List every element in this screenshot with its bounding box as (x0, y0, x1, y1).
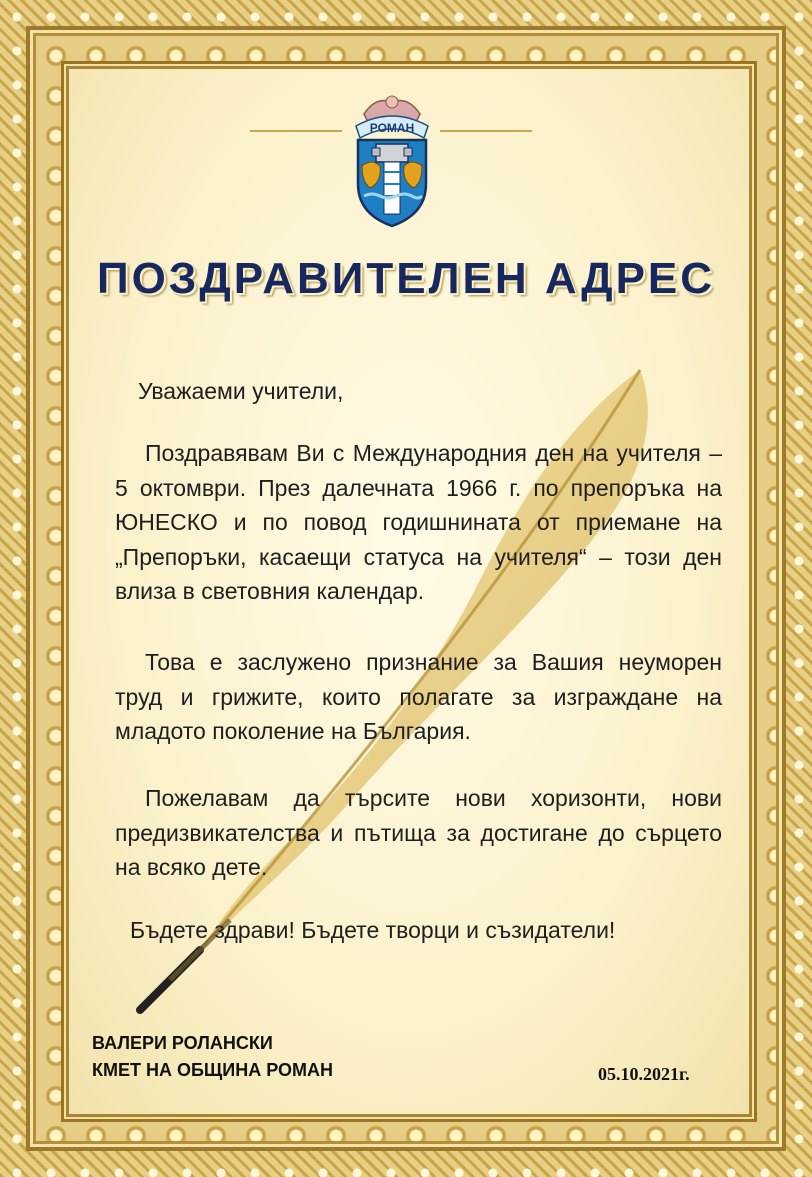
page-title: ПОЗДРАВИТЕЛЕН АДРЕС (96, 254, 716, 303)
paragraph-1: Поздравявам Ви с Международния ден на учителя – 5 октомври. През далечната 1966 г. по препоръка на ЮНЕСКО и по повод годишнината от приемане на „Препоръки, касаещи статуса на учителя“ – този ден влиза в световния календар. (115, 440, 722, 604)
closing-wish: Бъдете здрави! Бъдете творци и съзидатели! (130, 917, 616, 943)
greeting: Уважаеми учители, (138, 378, 344, 404)
crest-label: РОМАН (369, 121, 415, 135)
signer-title: КМЕТ НА ОБЩИНА РОМАН (92, 1060, 333, 1080)
paragraph-2: Това е заслужено признание за Вашия неуморен труд и грижите, които полагате за изграждане на младото поколение на България. (115, 649, 722, 744)
coat-of-arms-icon (346, 92, 438, 230)
header-rule-left (250, 130, 342, 132)
paragraph-3: Пожелавам да търсите нови хоризонти, нови предизвикателства и пътища за достигане до сърцето на всяко дете. (115, 785, 722, 880)
date: 05.10.2021г. (598, 1064, 690, 1084)
signer-name: ВАЛЕРИ РОЛАНСКИ (92, 1033, 273, 1053)
header-rule-right (440, 130, 532, 132)
